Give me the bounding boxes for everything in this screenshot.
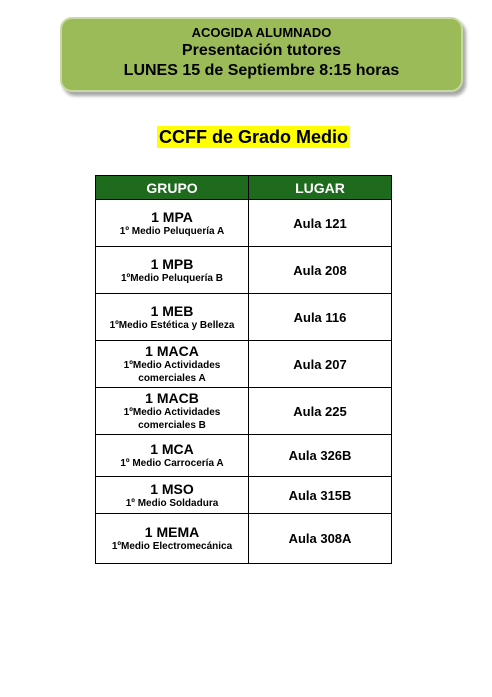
group-code: 1 MEMA (144, 524, 200, 540)
table-header-row (96, 176, 392, 200)
header-lugar: LUGAR (249, 176, 392, 200)
group-cell (96, 388, 249, 435)
group-cell (96, 514, 249, 564)
group-cell (96, 341, 249, 388)
table-row (96, 341, 392, 388)
place-cell: Aula 208 (249, 247, 392, 294)
group-description: 1º Medio Soldadura (125, 497, 219, 509)
group-description: 1ºMedio Electromecánica (111, 541, 233, 552)
header-grupo: GRUPO (96, 176, 249, 200)
group-cell (96, 247, 249, 294)
table-row (96, 247, 392, 294)
table-row (96, 200, 392, 247)
table-row (96, 294, 392, 341)
place-cell: Aula 207 (249, 341, 392, 388)
group-cell (96, 200, 249, 247)
groups-table (95, 175, 392, 564)
group-description: 1ºMedio Peluquería B (120, 272, 223, 284)
group-description: 1º Medio Carrocería A (120, 458, 224, 469)
group-description: 1ºMedio Actividades comerciales A (123, 360, 221, 384)
group-description: 1ºMedio Actividades comerciales B (123, 407, 221, 431)
group-code: 1 MPA (151, 208, 193, 225)
banner-line-1: ACOGIDA ALUMNADO (191, 25, 332, 40)
group-description: 1ºMedio Estética y Belleza (109, 319, 235, 331)
place-cell: Aula 116 (249, 294, 392, 341)
banner-line-3: LUNES 15 de Septiembre 8:15 horas (123, 62, 400, 79)
group-cell (96, 435, 249, 477)
group-cell (96, 477, 249, 514)
group-cell (96, 294, 249, 341)
group-code: 1 MEB (150, 302, 194, 319)
header-banner (60, 17, 463, 92)
group-code: 1 MACA (145, 343, 199, 359)
group-code: 1 MSO (150, 480, 194, 497)
group-code: 1 MCA (150, 441, 194, 457)
place-cell: Aula 326B (249, 435, 392, 477)
place-cell: Aula 225 (249, 388, 392, 435)
table-row (96, 514, 392, 564)
group-description: 1º Medio Peluquería A (119, 225, 225, 237)
section-title: CCFF de Grado Medio (159, 127, 348, 147)
banner-line-2: Presentación tutores (181, 42, 342, 59)
table-row (96, 435, 392, 477)
group-code: 1 MACB (145, 390, 199, 406)
table-row (96, 388, 392, 435)
place-cell: Aula 308A (249, 514, 392, 564)
table-row (96, 477, 392, 514)
group-code: 1 MPB (150, 255, 194, 272)
place-cell: Aula 315B (249, 477, 392, 514)
place-cell: Aula 121 (249, 200, 392, 247)
